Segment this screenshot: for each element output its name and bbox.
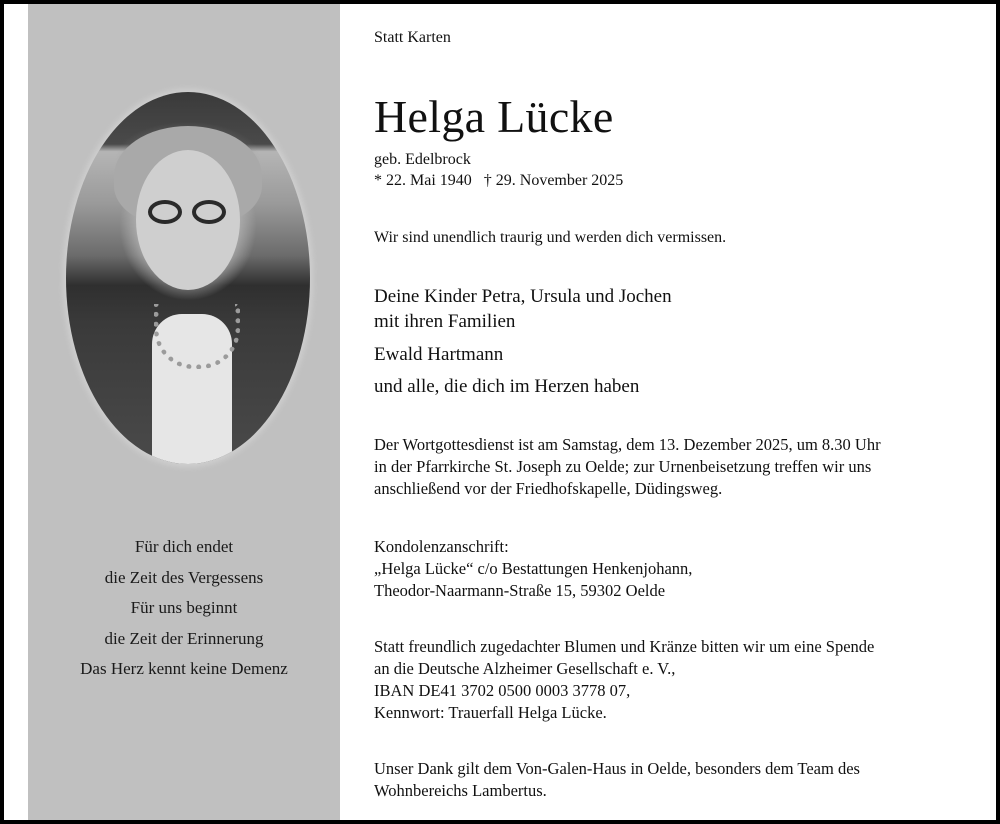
service-line: Der Wortgottesdienst ist am Samstag, dem 13. Dezember 2025, um 8.30 Uhr bbox=[374, 435, 881, 454]
poem-line: Das Herz kennt keine Demenz bbox=[80, 659, 288, 678]
poem-line: die Zeit der Erinnerung bbox=[104, 628, 264, 648]
thanks-line: Wohnbereichs Lambertus. bbox=[374, 781, 547, 800]
portrait-photo bbox=[66, 92, 310, 464]
mourner-line: und alle, die dich im Herzen haben bbox=[374, 376, 640, 397]
donation-line: Statt freundlich zugedachter Blumen und Kränze bitten wir um eine Spende bbox=[374, 637, 875, 656]
poem-line: Für uns beginnt bbox=[130, 598, 238, 617]
mourner-line: Ewald Hartmann bbox=[374, 344, 504, 365]
donation-iban: IBAN DE41 3702 0500 0003 3778 07, bbox=[374, 681, 631, 700]
service-line: anschließend vor der Friedhofskapelle, Düdingsweg. bbox=[374, 479, 723, 498]
poem bbox=[28, 532, 340, 685]
mourner-line: mit ihren Familien bbox=[374, 311, 516, 332]
statt-karten: Statt Karten bbox=[374, 29, 451, 46]
poem-line: die Zeit des Vergessens bbox=[104, 567, 264, 587]
photo-glasses bbox=[148, 200, 230, 224]
condolence-line: „Helga Lücke“ c/o Bestattungen Henkenjohann, bbox=[374, 559, 693, 578]
intro-text: Wir sind unendlich traurig und werden dich vermissen. bbox=[374, 229, 727, 246]
thanks-line: Unser Dank gilt dem Von-Galen-Haus in Oelde, besonders dem Team des bbox=[374, 759, 860, 778]
life-dates: * 22. Mai 1940 † 29. November 2025 bbox=[374, 172, 624, 189]
donation-line: an die Deutsche Alzheimer Gesellschaft e. V., bbox=[374, 659, 676, 678]
donation-line: Kennwort: Trauerfall Helga Lücke. bbox=[374, 703, 607, 722]
mourner-line: Deine Kinder Petra, Ursula und Jochen bbox=[374, 286, 672, 307]
condolence-line: Theodor-Naarmann-Straße 15, 59302 Oelde bbox=[374, 581, 666, 600]
deceased-name: Helga Lücke bbox=[374, 91, 614, 142]
poem-line: Für dich endet bbox=[134, 537, 234, 556]
side-panel bbox=[28, 4, 340, 820]
maiden-name: geb. Edelbrock bbox=[374, 151, 471, 168]
condolence-line: Kondolenzanschrift: bbox=[374, 537, 509, 556]
service-line: in der Pfarrkirche St. Joseph zu Oelde; zur Urnenbeisetzung treffen wir uns bbox=[374, 457, 872, 476]
